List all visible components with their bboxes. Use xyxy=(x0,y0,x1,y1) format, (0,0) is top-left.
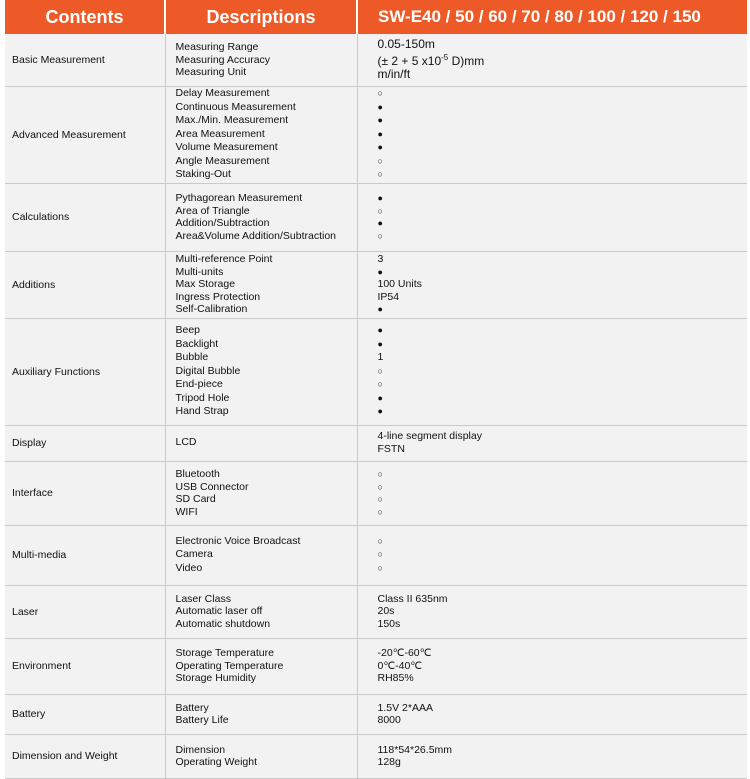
row-descriptions xyxy=(165,525,357,585)
row-values xyxy=(357,251,747,318)
spec-value: IP54 xyxy=(377,290,400,303)
spec-value: 0.05-150m xyxy=(377,37,435,52)
spec-value: ○ xyxy=(377,506,383,517)
spec-value: 118*54*26.5mm xyxy=(377,743,453,756)
row-category: Multi-media xyxy=(5,525,165,585)
description-item: Volume Measurement xyxy=(175,141,278,154)
description-item: Measuring Unit xyxy=(175,66,247,78)
spec-value: ● xyxy=(377,338,383,349)
description-item: Area Measurement xyxy=(175,127,265,140)
row-values xyxy=(357,525,747,585)
table-row xyxy=(5,525,747,585)
spec-table xyxy=(5,0,747,779)
description-item: Battery xyxy=(175,701,209,714)
description-item: Bubble xyxy=(175,351,209,364)
spec-value: ○ xyxy=(377,535,383,546)
spec-value: ● xyxy=(377,266,383,277)
row-descriptions xyxy=(165,585,357,638)
row-descriptions xyxy=(165,86,357,183)
row-values xyxy=(357,86,747,183)
spec-value: 0℃-40℃ xyxy=(377,659,423,672)
table-row xyxy=(5,694,747,734)
description-item: Area of Triangle xyxy=(175,204,250,217)
spec-value: ● xyxy=(377,406,383,417)
spec-value: ● xyxy=(377,304,383,315)
description-item: Delay Measurement xyxy=(175,87,270,100)
spec-value: 3 xyxy=(377,253,384,266)
description-item: Video xyxy=(175,561,203,574)
row-values xyxy=(357,183,747,251)
spec-value: 100 Units xyxy=(377,278,422,291)
description-item: Storage Humidity xyxy=(175,672,257,685)
spec-value: RH85% xyxy=(377,672,414,685)
row-values xyxy=(357,638,747,694)
spec-value: 1 xyxy=(377,351,384,364)
description-item: Camera xyxy=(175,548,213,561)
spec-value: FSTN xyxy=(377,443,405,455)
spec-value: ● xyxy=(377,193,383,203)
description-item: Multi-reference Point xyxy=(175,253,273,266)
spec-value: ● xyxy=(377,218,383,228)
row-descriptions xyxy=(165,694,357,734)
description-item: Automatic shutdown xyxy=(175,617,271,630)
description-item: Tripod Hole xyxy=(175,391,230,404)
spec-value: ○ xyxy=(377,155,383,166)
row-values xyxy=(357,34,747,86)
row-category: Calculations xyxy=(5,183,165,251)
row-category: Battery xyxy=(5,694,165,734)
spec-value: 1.5V 2*AAA xyxy=(377,701,433,714)
table-row xyxy=(5,425,747,461)
spec-value: 128g xyxy=(377,756,401,768)
row-values xyxy=(357,318,747,425)
accuracy-exponent: -5 xyxy=(441,53,449,63)
header-row xyxy=(5,0,747,34)
description-item: Operating Weight xyxy=(175,756,258,768)
spec-value: -20℃-60℃ xyxy=(377,647,432,660)
row-category: Auxiliary Functions xyxy=(5,318,165,425)
row-descriptions xyxy=(165,34,357,86)
description-item: Automatic laser off xyxy=(175,605,263,618)
description-item: Measuring Range xyxy=(175,41,259,53)
description-item: Digital Bubble xyxy=(175,364,241,377)
spec-value: ○ xyxy=(377,205,383,216)
description-item: Angle Measurement xyxy=(175,154,270,167)
spec-value: m/in/ft xyxy=(377,67,411,82)
row-category: Basic Measurement xyxy=(5,34,165,86)
table-row xyxy=(5,251,747,318)
row-descriptions xyxy=(165,251,357,318)
spec-value: ○ xyxy=(377,230,383,241)
spec-value: ○ xyxy=(377,379,383,390)
description-item: Battery Life xyxy=(175,714,229,726)
description-item: Beep xyxy=(175,324,201,337)
description-item: Max Storage xyxy=(175,278,236,291)
spec-value: ○ xyxy=(377,549,383,560)
spec-value: (± 2 + 5 $x10^{-5}$ D)mm xyxy=(377,53,485,69)
row-descriptions xyxy=(165,734,357,778)
row-values xyxy=(357,694,747,734)
spec-value: ● xyxy=(377,142,383,153)
spec-value: ● xyxy=(377,325,383,336)
row-category: Environment xyxy=(5,638,165,694)
row-category: Additions xyxy=(5,251,165,318)
table-row xyxy=(5,734,747,778)
description-item: Backlight xyxy=(175,337,219,350)
spec-value: ○ xyxy=(377,88,383,99)
header-models: SW-E40 / 50 / 60 / 70 / 80 / 100 / 120 / 150 xyxy=(357,0,747,34)
spec-value: ○ xyxy=(377,469,383,479)
description-item: Staking-Out xyxy=(175,168,231,181)
description-item: WIFI xyxy=(175,505,198,518)
spec-value: ○ xyxy=(377,562,383,573)
row-values xyxy=(357,585,747,638)
spec-value: ● xyxy=(377,101,383,112)
description-item: Laser Class xyxy=(175,592,231,605)
spec-value: ● xyxy=(377,115,383,126)
description-item: Bluetooth xyxy=(175,468,220,480)
row-values xyxy=(357,461,747,525)
table-row xyxy=(5,585,747,638)
row-descriptions xyxy=(165,318,357,425)
spec-value: ○ xyxy=(377,494,383,504)
description-item: Ingress Protection xyxy=(175,290,261,303)
row-category: Display xyxy=(5,425,165,461)
row-category: Dimension and Weight xyxy=(5,734,165,778)
header-descriptions: Descriptions xyxy=(165,0,357,34)
description-item: Operating Temperature xyxy=(175,659,284,672)
table-row xyxy=(5,86,747,183)
spec-value: ○ xyxy=(377,481,383,492)
description-item: Max./Min. Measurement xyxy=(175,114,289,127)
spec-value: 20s xyxy=(377,605,395,618)
description-item: Measuring Accuracy xyxy=(175,53,271,66)
spec-value: ○ xyxy=(377,365,383,376)
spec-value: 150s xyxy=(377,617,401,630)
row-descriptions xyxy=(165,461,357,525)
row-category: Advanced Measurement xyxy=(5,86,165,183)
spec-value: 8000 xyxy=(377,714,401,726)
table-row xyxy=(5,183,747,251)
description-item: End-piece xyxy=(175,378,223,391)
description-item: Self-Calibration xyxy=(175,303,248,316)
spec-value: ● xyxy=(377,128,383,139)
row-descriptions xyxy=(165,425,357,461)
description-item: Storage Temperature xyxy=(175,647,274,660)
description-item: Electronic Voice Broadcast xyxy=(175,534,301,547)
table-row xyxy=(5,34,747,86)
description-item: Dimension xyxy=(175,743,226,756)
header-contents: Contents xyxy=(5,0,165,34)
table-row xyxy=(5,461,747,525)
description-item: Addition/Subtraction xyxy=(175,217,270,229)
table-row xyxy=(5,318,747,425)
spec-value: ● xyxy=(377,392,383,403)
row-descriptions xyxy=(165,638,357,694)
description-item: Multi-units xyxy=(175,265,224,278)
description-item: Area&Volume Addition/Subtraction xyxy=(175,229,337,242)
row-values xyxy=(357,734,747,778)
spec-value: Class II 635nm xyxy=(377,592,448,605)
row-category: Laser xyxy=(5,585,165,638)
description-item: LCD xyxy=(175,436,197,449)
description-item: Hand Strap xyxy=(175,405,229,418)
row-descriptions xyxy=(165,183,357,251)
description-item: USB Connector xyxy=(175,480,249,493)
spec-value: ○ xyxy=(377,169,383,180)
table-row xyxy=(5,638,747,694)
row-values xyxy=(357,425,747,461)
description-item: Continuous Measurement xyxy=(175,100,296,113)
description-item: SD Card xyxy=(175,493,216,505)
row-category: Interface xyxy=(5,461,165,525)
spec-value: 4-line segment display xyxy=(377,429,482,442)
description-item: Pythagorean Measurement xyxy=(175,192,303,204)
